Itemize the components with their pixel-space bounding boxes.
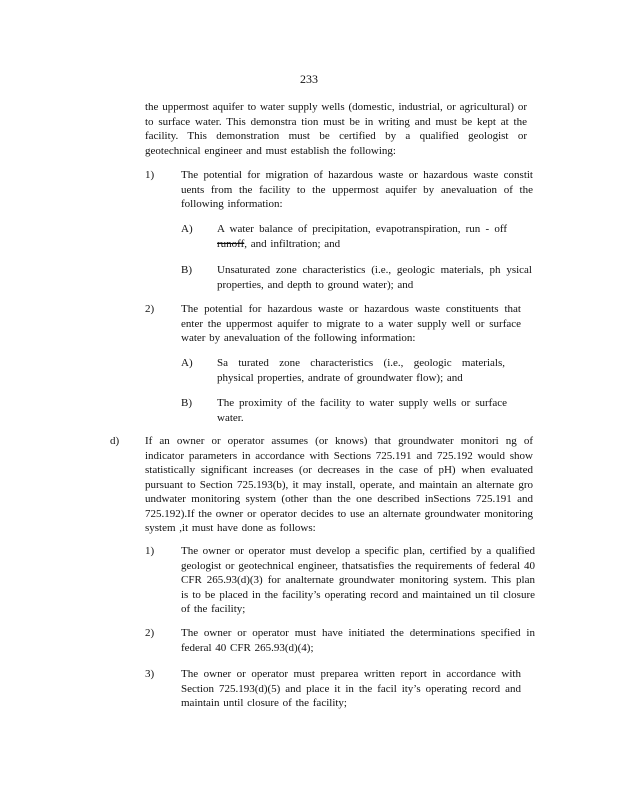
item-1a-number: A) — [181, 223, 193, 235]
item-d3-text: The owner or operator must preparea written report in accordance with Section 725.193(d)(5) and place it in the facil ity’s operating record and maintain until closure of the facility; — [181, 668, 521, 709]
item-2-text: The potential for hazardous waste or hazardous waste constituents that enter the uppermost aquifer to migrate to a water supply well or surface water by anevaluation of the following information: — [181, 303, 521, 344]
item-d2-text: The owner or operator must have initiated the determinations specified in federal 40 CFR 265.93(d)(4); — [181, 627, 535, 654]
item-d1-number: 1) — [145, 545, 155, 557]
item-d-text: If an owner or operator assumes (or knows) that groundwater monitori ng of indicator parameters in accordance with Sections 725.191 and 725.192 would show statistically significant increases (or decreases in the case of pH) when evaluated pursuant to Section 725.193(b), it may install, operate, and maintain an alternate gro undwater monitoring system (other than the one described inSections 725.191 and 725.192).If the owner or operator decides to use an alternate groundwater monitoring system ,it must have done as follows: — [145, 435, 533, 534]
item-1a-text-before: A water balance of precipitation, evapotranspiration, run - off — [217, 223, 507, 235]
item-1b-number: B) — [181, 264, 192, 276]
item-1a-struck-text: runoff — [217, 237, 245, 250]
intro-paragraph: the uppermost aquifer to water supply wells (domestic, industrial, or agricultural) or to surface water. This demonstra tion must be in writing and must be kept at the facility. This demonstration must be certified by a qualified geologist or geotechnical engineer and must establish the following: — [145, 101, 527, 157]
item-d2-number: 2) — [145, 627, 155, 639]
item-d3-number: 3) — [145, 668, 155, 680]
item-d1-text: The owner or operator must develop a specific plan, certified by a qualified geologist or geotechnical engineer, thatsatisfies the requirements of federal 40 CFR 265.93(d)(3) for analternate groundwater monitoring system. This plan is to be placed in the facility’s operating record and maintained un til closure of the facility; — [181, 545, 535, 615]
item-2b-text: The proximity of the facility to water supply wells or surface water. — [217, 397, 507, 424]
item-d-number: d) — [110, 435, 120, 447]
item-2a-number: A) — [181, 357, 193, 369]
item-1a-text — [217, 222, 507, 251]
item-2a-text: Sa turated zone characteristics (i.e., geologic materials, physical properties, andrate of groundwater flow); and — [217, 357, 505, 384]
item-1b-text: Unsaturated zone characteristics (i.e., geologic materials, ph ysical properties, and depth to ground water); and — [217, 264, 532, 291]
item-1-text: The potential for migration of hazardous waste or hazardous waste constit uents from the facility to the uppermost aquifer by anevaluation of the following information: — [181, 169, 533, 210]
item-2b-number: B) — [181, 397, 192, 409]
page-number: 233 — [300, 72, 318, 86]
item-2-number: 2) — [145, 303, 155, 315]
item-1-number: 1) — [145, 169, 155, 181]
item-1a-text-after: , and infiltration; and — [244, 237, 341, 250]
